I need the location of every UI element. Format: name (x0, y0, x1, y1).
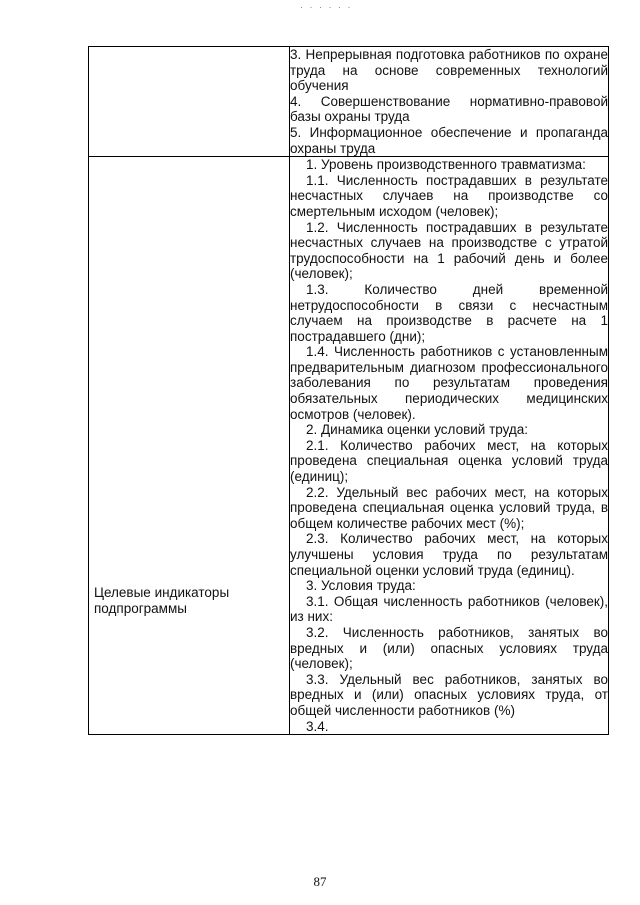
row2-content-cell (290, 157, 609, 735)
row1-label-cell (89, 47, 290, 157)
list-item: 3. Непрерывная подготовка работников по охране труда на основе современных технологий обучения (290, 47, 608, 94)
indicator-item: 3.2. Численность работников, занятых во вредных и (или) опасных условиях труда (человек); (290, 624, 608, 672)
target-indicators-label: Целевые индикаторы подпрограммы (94, 585, 230, 616)
list-item: 5. Информационное обеспечение и пропаганда охраны труда (290, 124, 608, 156)
indicator-item: 3.3. Удельный вес работников, занятых во вредных и (или) опасных условиях труда, от общей численности работников (%) (290, 671, 608, 718)
indicator-item: 1. Уровень производственного травматизма: (306, 157, 586, 173)
page-number: 87 (313, 874, 327, 889)
list-item: 4. Совершенствование нормативно-правовой базы охраны труда (290, 93, 608, 125)
subprogram-table (88, 46, 609, 735)
indicator-item: 3.1. Общая численность работников (человек), из них: (290, 593, 608, 625)
table-row (89, 157, 609, 735)
indicator-item: 1.4. Численность работников с установленным предварительным диагнозом профессионального заболевания по результатам проведения обязательных периодических медицинских осмотров (человек). (290, 344, 608, 422)
indicator-item: 2. Динамика оценки условий труда: (306, 422, 529, 438)
indicator-item: 2.2. Удельный вес рабочих мест, на которых проведена специальная оценка условий труда, в общем количестве рабочих мест (%); (290, 484, 608, 531)
indicator-item: 1.3. Количество дней временной нетрудоспособности в связи с несчастным случаем на производстве в расчете на 1 пострадавшего (дни); (290, 281, 608, 344)
indicator-item: 3.4. (306, 718, 329, 734)
indicator-item: 1.1. Численность пострадавших в результате несчастных случаев на производстве со смертельным исходом (человек); (290, 172, 608, 219)
indicator-item: 2.1. Количество рабочих мест, на которых проведена специальная оценка условий труда (единиц); (290, 437, 608, 485)
scan-header-marks: · · · · · · (300, 2, 353, 12)
table-row (89, 47, 609, 157)
row1-content-cell (290, 47, 609, 157)
indicator-item: 3. Условия труда: (306, 578, 416, 594)
indicator-item: 2.3. Количество рабочих мест, на которых улучшены условия труда по результатам специальной оценки условий труда (единиц). (290, 531, 608, 578)
row2-label-cell (89, 157, 290, 735)
indicator-item: 1.2. Численность пострадавших в результате несчастных случаев на производстве с утратой трудоспособности на 1 рабочий день и более (человек); (290, 219, 608, 282)
